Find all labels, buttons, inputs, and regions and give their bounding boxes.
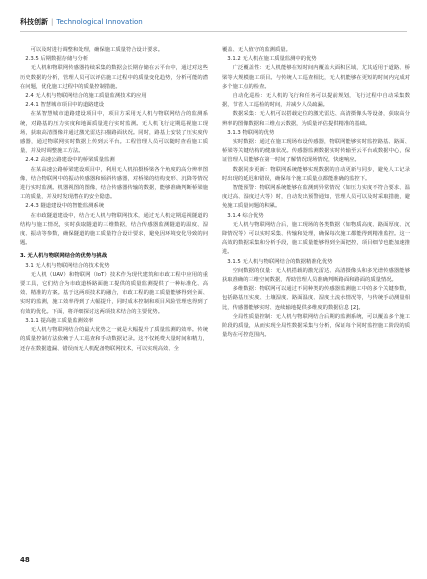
subsection-heading: 2.3.5 后期数据存储与分析 — [25, 56, 89, 63]
paragraph: 实时数据：通过在施工现场布设传感器，物联网能够实时监控路基、路面、桥梁等关键结构的健康状况。传感器监测数据实时传输至云平台或数据中心，保证管理人员能够在第一时间了解情况现场情况，快速响应。 — [222, 139, 410, 164]
section-heading: 2.4 无人机与物联网结合的施工质量监测技术的应用 — [25, 93, 147, 100]
paragraph: 数据同步更新：物联网系统能够实现数据的自动更新与同步，避免人工记录时出现的延迟和错误，确保每个施工质量点都能准确的监控下。 — [222, 166, 410, 182]
subsection-heading: 3.1.2 无人机在施工质量监测中的优势 — [227, 56, 317, 63]
paragraph: 在某智慧城市道路建设项目中，项目方采用无人机与物联网结合的监测系统，对路基的压力实度和地面质量进行实时监测。无人机飞行定期巡视施工现场，获取高清图像并通过激光雷达扫描路面状况。同时，路基上安装了压实度传感器，通过物联网实时数据上传到云平台。工程管理人员可以随时查看施工质量，并及时调整施工方法。 — [20, 111, 208, 155]
journal-section-title-en: Technological Innovation — [56, 18, 143, 26]
subsection-heading: 2.4.3 隧道建设中的智能监测系统 — [25, 203, 105, 210]
paragraph: 覆盖、无人值守的监测质量。 — [222, 47, 291, 53]
paragraph: 智能预警：物联网系统能够在监测到异常情况（如压力实度不符合要求、温度过高、湿度过大等）时，自动发出预警通知，管理人员可以及时采取措施，避免施工质量问题的积累。 — [222, 185, 410, 210]
subsection-heading: 2.4.2 高速公路建设中的桥梁质量监测 — [25, 157, 115, 164]
paragraph: 无人机和物联网传感器持续采集的数据会长期存储在云平台中，通过对这些历史数据的分析，管理人员可以评估施工过程中的质量变化趋势，分析可能的潜在问题，优化施工过程中的质量控制措施。 — [20, 65, 208, 90]
paragraph: 无人机（UAV）和物联网（IoT）技术作为现代建筑和市政工程中应用的重要工具，它们结合为市政道桥路面施工提供的质量监测提供了一种标准化、高效、精准的方案。基于这两项技术的融合，市政工程的施工质量能够得到全面、实时的监测，施工效率得到了大幅提升，同时成本控制和项目风险管理也得到了有效的优化。下面，将详细探讨这两项技术结合的主要优势。 — [20, 271, 208, 315]
left-column — [20, 46, 208, 556]
paragraph: 全局性质量控制：无人机与物联网结合后期的监测系统，可以覆盖多个施工阶段的质量，从而实现全局性数据采集与分析，保证每个同时监控施工阶段的质量均在可控范围内。 — [222, 313, 410, 339]
paragraph: 数据采集：无人机可以搭载定位的激光雷达、高清摄像头等设备，获取高分辨率的图像数据和三维点云数据，为质量评估提供精准的基础。 — [222, 111, 410, 127]
journal-section-title: 科技创新 — [20, 18, 48, 26]
paragraph: 无人机与物联网结合后，施工现场的各类数据（如物质高度、路面厚度、沉降情况等）可以实时采集、传输和处理，确保每次施工都能得到精准监控。这一高效的数据采集和分析手段，施工质量能够得到全面把控，项目细节也能加速推进。 — [222, 221, 410, 256]
paragraph: 广泛覆盖性：无人机能够在短时间内覆盖大面积区域，尤其适用于道路、桥梁等大规模施工项目。与传统人工巡查相比，无人机能够在更短的时间内完成对多个施工点的检查。 — [222, 65, 410, 90]
page-number: 48 — [20, 556, 30, 564]
subsection-heading: 3.1.1 提高施工质量监测效率 — [25, 317, 94, 324]
subsection-heading: 3.1.4 综合优势 — [227, 212, 264, 219]
header-rule — [20, 31, 407, 32]
subsection-heading: 3.1.3 物联网的优势 — [227, 129, 275, 136]
chapter-heading: 3. 无人机与物联网结合的优势与挑战 — [20, 253, 107, 260]
subsection-heading: 2.4.1 智慧城市项目中的道路建设 — [25, 102, 105, 109]
paragraph: 空间数据的仅量：无人机搭载的激光雷达、高清摄像头和多光谱传感器能够获取准确的三维空间数据，帮助管理人员准确判断路面和路面的质量情况。 — [222, 267, 410, 284]
running-header — [20, 16, 407, 32]
paragraph: 在市政隧道建设中，结合无人机与物联网技术，通过无人机定期巡视隧道的结构与施工情况，实时获取隧道的三维数据，结合传感器监测隧道的温度、湿度、振动等参数，确保隧道的施工质量符合设计要求，避免因环境变化导致的问题。 — [20, 212, 208, 247]
section-heading: 3.1 无人机与物联网结合的技术优势 — [25, 262, 110, 269]
header-separator: | — [51, 18, 54, 26]
paragraph: 在某高速公路桥梁建设项目中，利用无人机拍摄桥梁各个角度的高分辨率图像，结合物联网中的振动传感器和倾斜传感器，对桥梁的结构变形、沉降等情况进行实时监测。机器视图的图像，结合传感器传输的数据，能够准确判断桥梁施工的质量，并及时发现潜在的安全隐患。 — [20, 166, 208, 201]
paragraph: 无人机与物联网结合的最大优势之一就是大幅提升了质量监测的效率。传统的质量控制方法依赖于人工巡查和手动数据记录。这不仅耗费大量时间和精力，还存在数据遗漏、错误而无人机配备物联网技术，可以实现高效、全 — [20, 327, 208, 352]
paragraph: 自动化巡检：无人机的飞行和任务可以提前规划，飞行过程中自动采集数据，节省人工巡检的时间，并减少人员疏漏。 — [222, 93, 410, 109]
paragraph: 多维数据：物联网可以通过不同种类的传感器监测施工中的多个关键参数，包括路基压实度、土壤湿度、路面温度、湿度土流水情况等，与传统手动测量相比，传感器能够实时、连续输地提供多维度的数据信息 [2]。 — [222, 286, 410, 311]
subsection-heading: 3.1.5 无人机与物联网结合的数据精准化优势 — [227, 258, 333, 265]
paragraph: 可以及时进行调整和处理，确保施工质量符合设计要求。 — [30, 47, 164, 53]
right-column — [222, 46, 410, 556]
